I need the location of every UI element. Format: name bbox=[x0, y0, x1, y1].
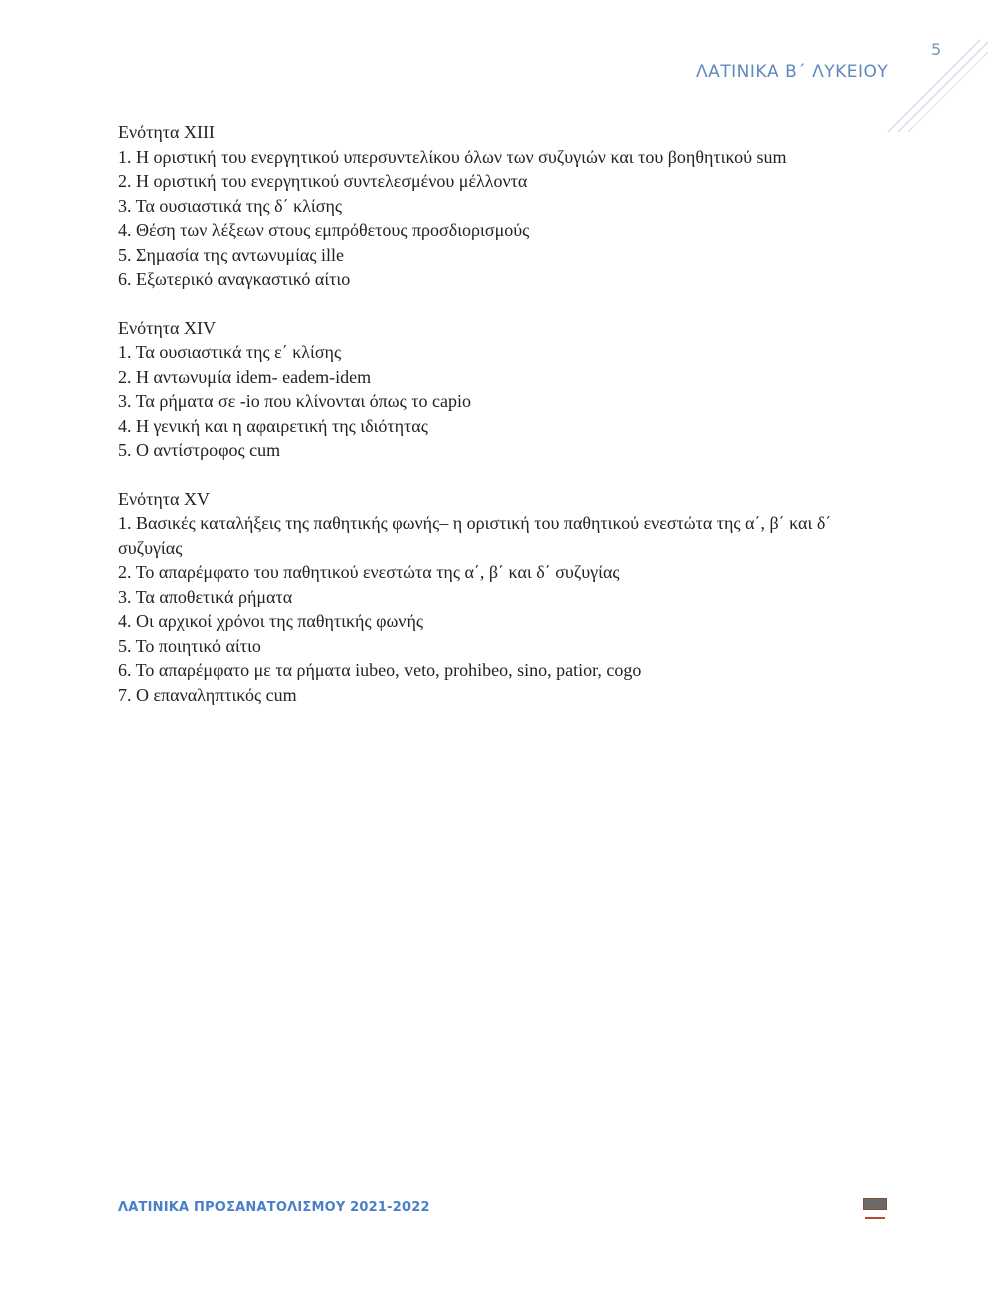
list-item: 4. Οι αρχικοί χρόνοι της παθητικής φωνής bbox=[118, 611, 423, 631]
list-item: 3. Τα αποθετικά ρήματα bbox=[118, 586, 293, 607]
list-item: 3. Τα ρήματα σε -io που κλίνονται όπως το capio bbox=[118, 391, 471, 411]
list-item: 5. Σημασία της αντωνυμίας ille bbox=[118, 244, 344, 265]
unit-title: Ενότητα XIII bbox=[118, 122, 215, 142]
school-logo-icon bbox=[863, 1198, 887, 1220]
list-item: 1. Τα ουσιαστικά της ε΄ κλίσης bbox=[118, 342, 342, 362]
unit-items-list bbox=[118, 340, 898, 463]
list-item: 6. Το απαρέμφατο με τα ρήματα iubeo, veto, prohibeo, sino, patior, cogo bbox=[118, 660, 642, 680]
unit-items-list bbox=[118, 511, 898, 707]
header-title: ΛΑΤΙΝΙΚΑ Β΄ ΛΥΚΕΙΟΥ bbox=[696, 62, 889, 82]
list-item: 7. Ο επαναληπτικός cum bbox=[118, 684, 297, 705]
unit-items-list bbox=[118, 145, 898, 292]
unit-section bbox=[118, 487, 898, 708]
list-item: 5. Το ποιητικό αίτιο bbox=[118, 635, 261, 656]
list-item: 4. Η γενική και η αφαιρετική της ιδιότητας bbox=[118, 415, 428, 436]
unit-title: Ενότητα XIV bbox=[118, 317, 216, 338]
page-number: 5 bbox=[931, 40, 942, 59]
list-item: 6. Εξωτερικό αναγκαστικό αίτιο bbox=[118, 269, 351, 289]
list-item: 4. Θέση των λέξεων στους εμπρόθετους προσδιορισμούς bbox=[118, 220, 530, 240]
list-item: 2. Το απαρέμφατο του παθητικού ενεστώτα της α΄, β΄ και δ΄ συζυγίας bbox=[118, 562, 620, 582]
document-body bbox=[118, 120, 898, 731]
list-item: 3. Τα ουσιαστικά της δ΄ κλίσης bbox=[118, 195, 343, 216]
list-item: 2. Η οριστική του ενεργητικού συντελεσμένου μέλλοντα bbox=[118, 171, 528, 191]
unit-title: Ενότητα XV bbox=[118, 488, 210, 509]
list-item: 1. Η οριστική του ενεργητικού υπερσυντελίκου όλων των συζυγιών και του βοηθητικού sum bbox=[118, 146, 787, 167]
footer-title: ΛΑΤΙΝΙΚΑ ΠΡΟΣΑΝΑΤΟΛΙΣΜΟΥ 2021-2022 bbox=[118, 1200, 430, 1215]
list-item: 1. Βασικές καταλήξεις της παθητικής φωνής– η οριστική του παθητικού ενεστώτα της α΄, β΄ και δ΄ συζυγίας bbox=[118, 513, 832, 558]
unit-section bbox=[118, 316, 898, 463]
list-item: 2. Η αντωνυμία idem- eadem-idem bbox=[118, 366, 372, 387]
unit-section bbox=[118, 120, 898, 292]
list-item: 5. Ο αντίστροφος cum bbox=[118, 440, 281, 460]
